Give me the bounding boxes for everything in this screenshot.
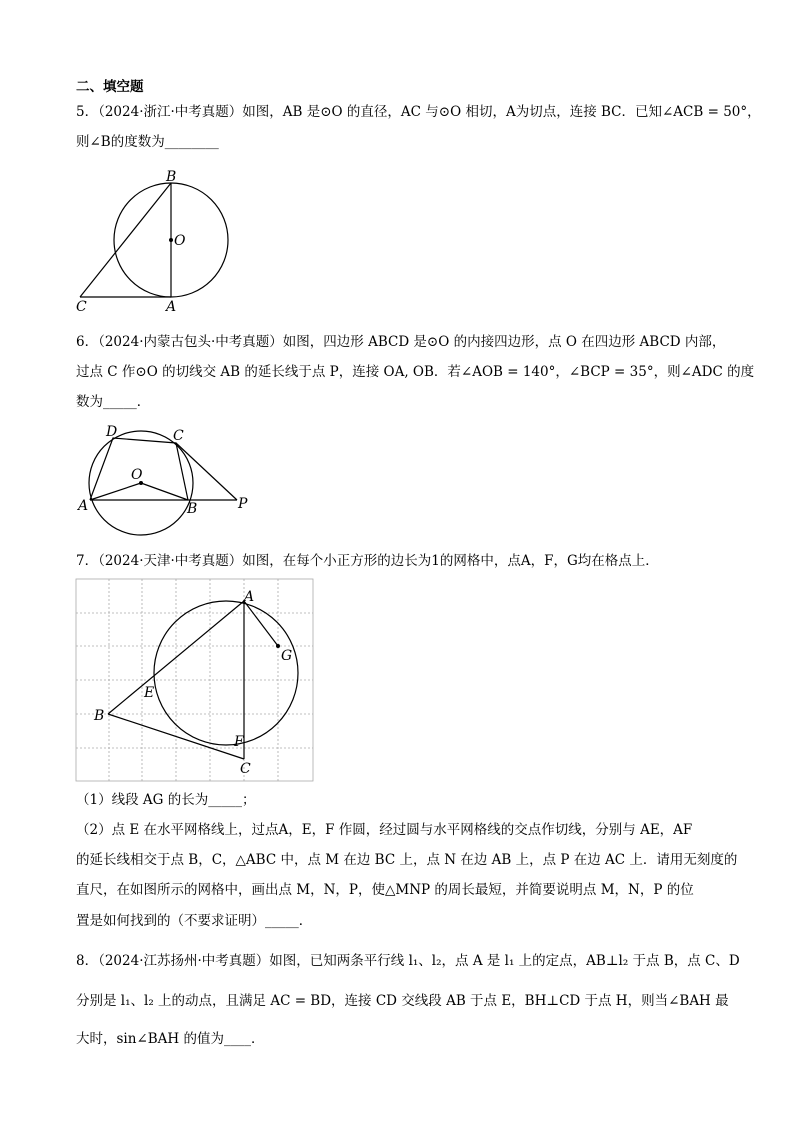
q6-text-line-3: 数为_____．	[76, 394, 151, 410]
q7-part2-line-4: 置是如何找到的（不要求证明）_____．	[76, 913, 313, 929]
q7-text-line-1: 7．（2024·天津·中考真题）如图，在每个小正方形的边长为1的网格中，点A，F，G均在格点上．	[76, 553, 659, 569]
q7-label-g: G	[281, 648, 293, 664]
q7-label-c: C	[240, 761, 251, 777]
q7-label-b: B	[94, 708, 105, 724]
q7-label-a: A	[244, 589, 255, 605]
q6-label-b: B	[187, 501, 198, 517]
q6-label-p: P	[238, 496, 248, 512]
q7-part2-line-3: 直尺，在如图所示的网格中，画出点 M，N，P，使△MNP 的周长最短，并简要说明点 M，N，P 的位	[76, 882, 694, 898]
q5-label-c: C	[76, 299, 87, 315]
q5-label-o: O	[174, 233, 186, 249]
q6-text-line-1: 6．（2024·内蒙古包头·中考真题）如图，四边形 ABCD 是⊙O 的内接四边形，点 O 在四边形 ABCD 内部，	[76, 334, 726, 350]
section-title: 二、填空题	[76, 79, 144, 95]
q7-part1: （1）线段 AG 的长为_____；	[76, 792, 256, 808]
q8-text-line-2: 分别是 l₁、l₂ 上的动点，且满足 AC = BD，连接 CD 交线段 AB 于点 E，BH⊥CD 于点 H，则当∠BAH 最	[76, 993, 729, 1009]
q8-text-line-1: 8．（2024·江苏扬州·中考真题）如图，已知两条平行线 l₁、l₂，点 A 是 l₁ 上的定点，AB⊥l₂ 于点 B，点 C、D	[76, 953, 740, 969]
q6-text-line-2: 过点 C 作⊙O 的切线交 AB 的延长线于点 P，连接 OA, OB．若∠AOB = 140°，∠BCP = 35°，则∠ADC 的度	[76, 364, 755, 380]
q5-text-line-2: 则∠B的度数为________	[76, 134, 219, 150]
q6-label-c: C	[173, 428, 184, 444]
q7-part2-line-2: 的延长线相交于点 B，C，△ABC 中，点 M 在边 BC 上，点 N 在边 AB 上，点 P 在边 AC 上．请用无刻度的	[76, 852, 738, 868]
q5-label-a: A	[166, 299, 177, 315]
q5-label-b: B	[166, 169, 177, 185]
q5-text-line-1: 5．（2024·浙江·中考真题）如图，AB 是⊙O 的直径，AC 与⊙O 相切，A为切点，连接 BC．已知∠ACB = 50°，	[76, 104, 761, 120]
q8-text-line-3: 大时，sin∠BAH 的值为____．	[76, 1031, 265, 1047]
q6-label-a: A	[78, 498, 89, 514]
q7-label-e: E	[144, 685, 155, 701]
q6-label-d: D	[106, 424, 118, 440]
q7-part2-line-1: （2）点 E 在水平网格线上，过点A，E，F 作圆，经过圆与水平网格线的交点作切线，分别与 AE，AF	[76, 822, 693, 838]
q6-label-o: O	[131, 467, 143, 483]
q7-label-f: F	[234, 734, 244, 750]
